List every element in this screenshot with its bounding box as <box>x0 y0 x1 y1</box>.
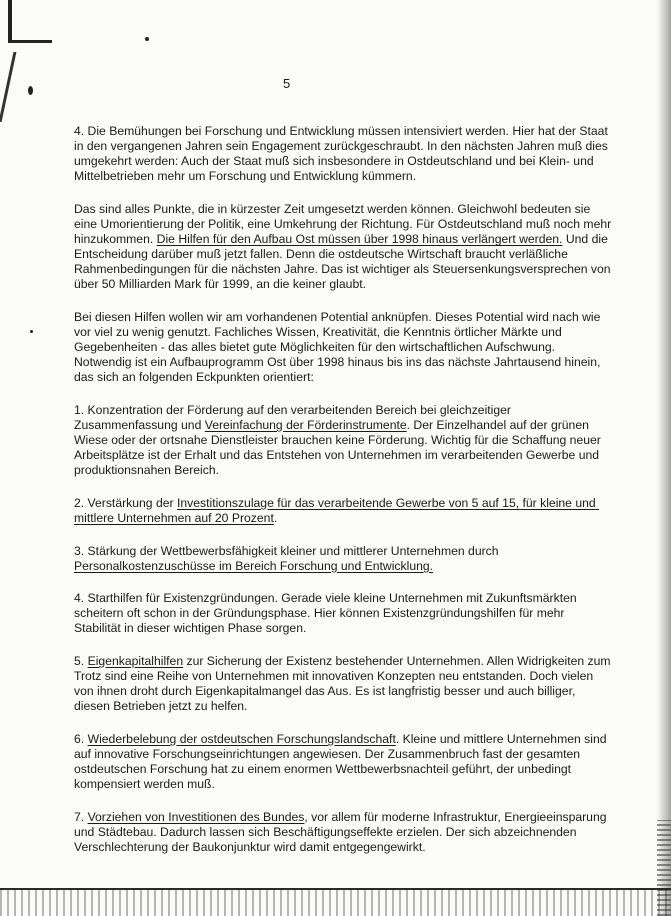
scan-speck <box>30 330 33 333</box>
paragraph <box>74 544 614 574</box>
scan-right-edge <box>657 0 671 916</box>
paragraph <box>74 124 614 184</box>
underlined-text: Wiederbelebung der ostdeutschen Forschungslandschaft <box>87 731 396 746</box>
document-body <box>74 124 614 873</box>
paragraph <box>74 310 614 385</box>
paragraph-text: , vor allem für moderne Infrastruktur, Energieeinsparung und Städtebau. Dadurch lassen sich Beschäftigungseffekte erzielen. Der sich abzeichnenden Verschlechterung der Baukonjunktur wird damit entgegengewirkt. <box>74 809 610 854</box>
scan-bottom-edge <box>0 888 671 916</box>
paragraph-text: zur Sicherung der Existenz bestehender Unternehmen. Allen Widrigkeiten zum Trotz sind eine Reihe von Unternehmen mit innovativen Konzepten neu entstanden. Doch vielen von ihnen droht durch Eigenkapitalmangel das Aus. Es ist langfristig besser und auch billiger, diesen Betrieben jetzt zu helfen. <box>74 654 614 714</box>
paragraph <box>74 810 614 855</box>
paragraph-text: 6. <box>74 731 88 746</box>
paragraph <box>74 202 614 293</box>
underlined-text: Vorziehen von Investitionen des Bundes <box>87 809 305 824</box>
page-number: 5 <box>283 76 291 91</box>
paragraph-text: . Kleine und mittlere Unternehmen sind auf innovative Forschungseinrichtungen angewiesen. Der Zusammenbruch fast der gesamten ostdeutschen Forschung hat zu einem enormen Wettbewerbsnachteil geführt, der unbedingt kompensiert werden muß. <box>74 731 610 792</box>
scan-edge-mark <box>0 52 16 122</box>
paragraph <box>74 654 614 714</box>
paragraph <box>74 732 614 792</box>
paragraph-text: Bei diesen Hilfen wollen wir am vorhandenen Potential anknüpfen. Dieses Potential wird nach wie vor viel zu wenig genutzt. Fachliches Wissen, Kreativität, die Kenntnis örtlicher Märkte und Gegebenheiten - das alles bietet gute Möglichkeiten für den wirtschaftlichen Aufschwung. Notwendig ist ein Aufbauprogramm Ost über 1998 hinaus bis ins das nächste Jahrtausend hinein, das sich an folgenden Eckpunkten orientiert: <box>74 309 604 385</box>
underlined-text: Investitionszulage für das verarbeitende Gewerbe von 5 auf 15, für kleine und mittlere Unternehmen auf 20 Prozent <box>74 495 600 525</box>
paragraph-text: 4. Starthilfen für Existenzgründungen. Gerade viele kleine Unternehmen mit Zukunftsmärkten scheitern oft schon in der Gründungsphase. Hier können Existenzgründungshilfen für mehr Stabilität in dieser wichtigen Phase sorgen. <box>74 591 581 636</box>
paragraph-text: Und die Entscheidung darüber muß jetzt fallen. Denn die ostdeutsche Wirtschaft braucht verläßliche Rahmenbedingungen für die nächsten Jahre. Das ist wichtiger als Steuersenkungsversprechen von über 50 Milliarden Mark für 1999, an die keiner glaubt. <box>74 232 614 292</box>
paragraph-text: 3. Stärkung der Wettbewerbsfähigkeit kleiner und mittlerer Unternehmen durch <box>74 543 502 558</box>
paragraph-text: 5. <box>74 654 88 669</box>
paragraph <box>74 591 614 636</box>
paragraph-text: Das sind alles Punkte, die in kürzester Zeit umgesetzt werden können. Gleichwohl bedeuten sie eine Umorientierung der Politik, eine Umkehrung der Richtung. Für Ostdeutschland muß noch mehr hinzukommen. <box>74 201 615 247</box>
paragraph-text: 4. Die Bemühungen bei Forschung und Entwicklung müssen intensiviert werden. Hier hat der Staat in den vergangenen Jahren sein Engagement zurückgeschraubt. In den nächsten Jahren muß dies umgekehrt werden: Auch der Staat muß sich insbesondere in Ostdeutschland und bei Klein- und Mittelbetrieben mehr um Forschung und Entwicklung kümmern. <box>74 124 612 184</box>
scan-speck <box>28 86 33 95</box>
paragraph <box>74 403 614 478</box>
paragraph-text: . Der Einzelhandel auf der grünen Wiese oder der ortsnahe Dienstleister brauchen keine Förderung. Wichtig für die Schaffung neuer Arbeitsplätze ist der Erhalt und das Entstehen von Unternehmen im verarbeitenden Gewerbe und produktionsnahen Bereich. <box>74 418 604 478</box>
scan-speck <box>145 37 149 41</box>
paragraph-text: 2. Verstärkung der <box>74 495 177 510</box>
paragraph-text: 1. Konzentration der Förderung auf den verarbeitenden Bereich bei gleichzeitiger Zusammenfassung und <box>74 402 515 432</box>
paragraph-text: . <box>273 510 278 525</box>
underlined-text: Personalkostenzuschüsse im Bereich Forschung und Entwicklung. <box>74 558 434 573</box>
paragraph <box>74 496 614 526</box>
underlined-text: Eigenkapitalhilfen <box>87 654 184 669</box>
scan-corner-mark <box>8 0 52 43</box>
underlined-text: Die Hilfen für den Aufbau Ost müssen über 1998 hinaus verlängert werden. <box>156 232 563 247</box>
underlined-text: Vereinfachung der Förderinstrumente <box>204 418 407 432</box>
paragraph-text: 7. <box>74 809 88 824</box>
